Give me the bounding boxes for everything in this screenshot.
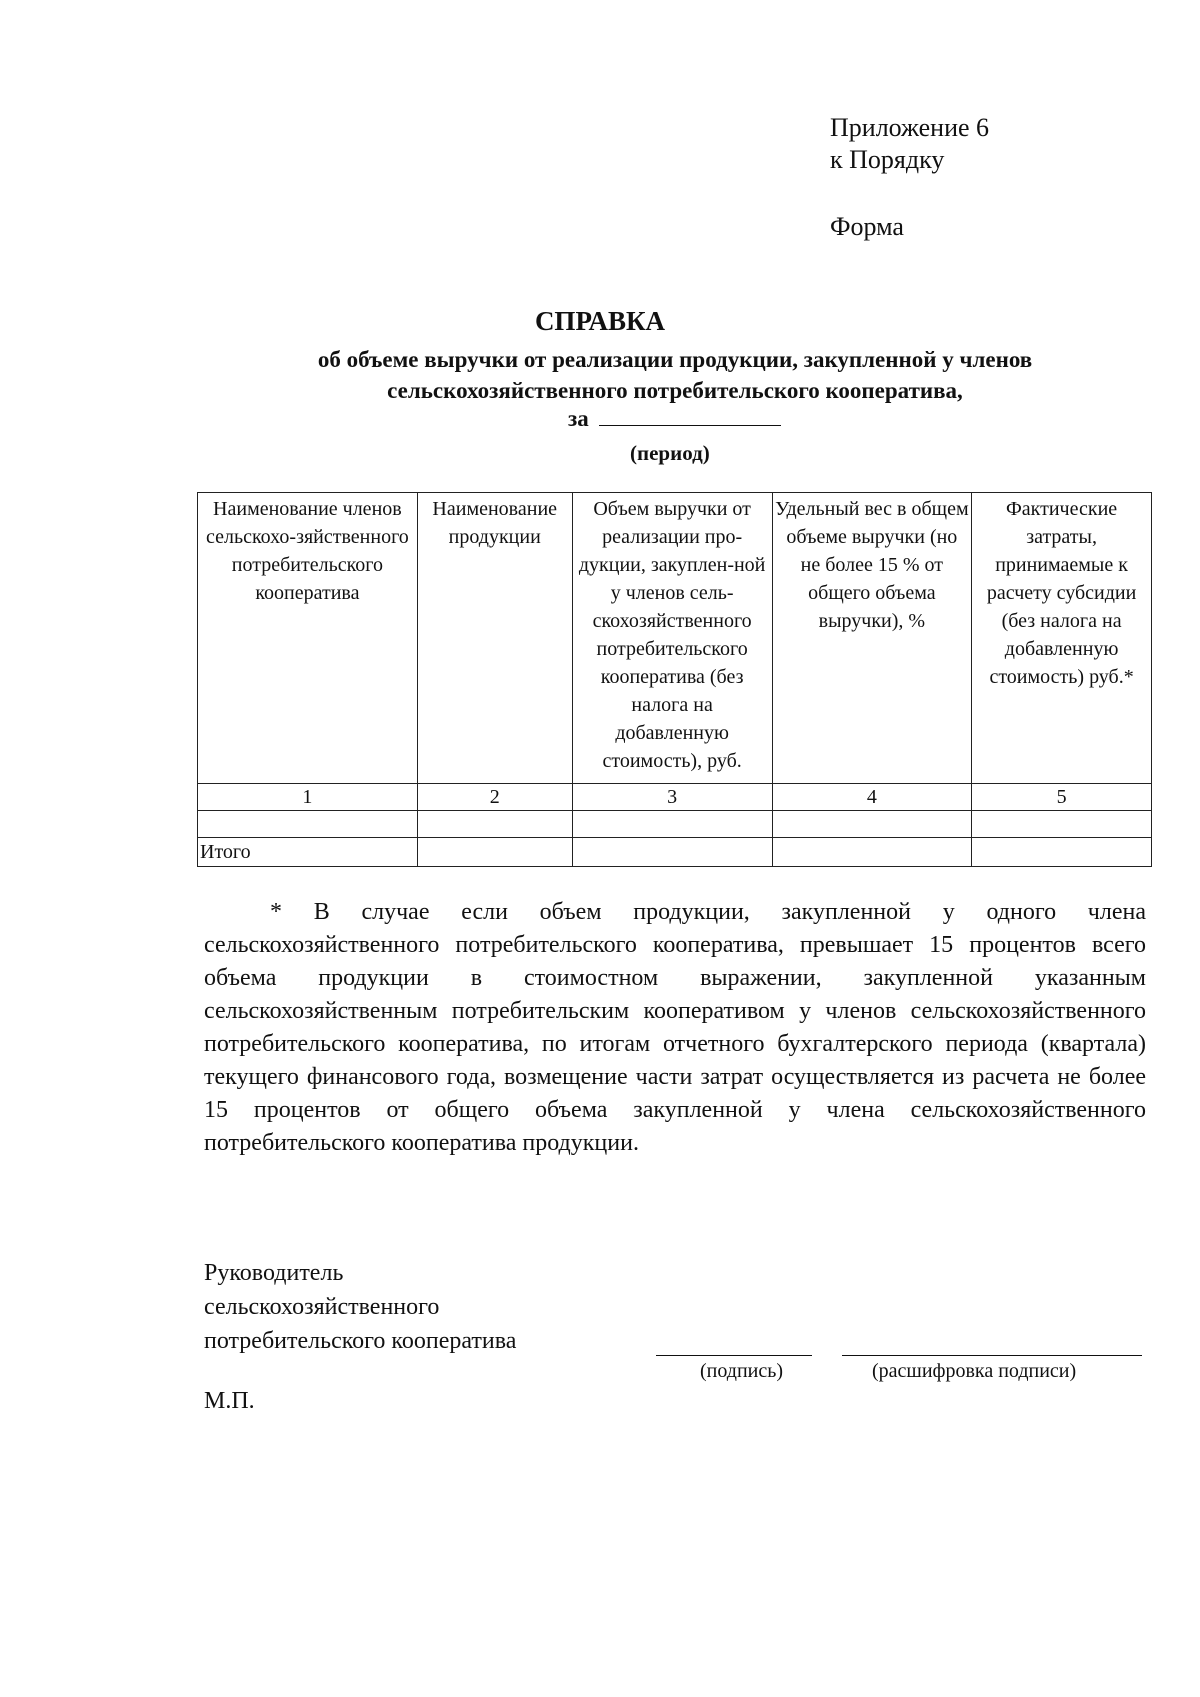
table-cell bbox=[417, 838, 572, 867]
total-label: Итого bbox=[198, 838, 418, 867]
appendix-reference bbox=[830, 112, 989, 176]
period-blank bbox=[599, 405, 781, 426]
column-number: 1 bbox=[198, 784, 418, 811]
signature-line bbox=[656, 1355, 812, 1356]
signer-role-line-2: сельскохозяйственного bbox=[204, 1294, 440, 1320]
signature-hint: (подпись) bbox=[700, 1360, 784, 1382]
period-field bbox=[568, 405, 781, 432]
signer-role-line-3: потребительского кооператива bbox=[204, 1328, 517, 1354]
footnote bbox=[204, 896, 1146, 1160]
header-member-name: Наименование членов сельскохо-зяйственного потребительского кооператива bbox=[198, 493, 418, 784]
appendix-number: Приложение 6 bbox=[830, 113, 990, 142]
table-cell bbox=[972, 811, 1152, 838]
document-subtitle bbox=[150, 344, 1200, 406]
header-revenue-volume: Объем выручки от реализации про-дукции, закуплен-ной у членов сель-скохозяйственного потребительского кооператива (без налога на добавленную стоимость), руб. bbox=[572, 493, 772, 784]
subtitle-line-2: сельскохозяйственного потребительского кооператива, bbox=[387, 378, 963, 403]
footnote-text: * В случае если объем продукции, закупленной у одного члена сельскохозяйственного потребительского кооператива, превышает 15 процентов всего объема продукции в стоимостном выражении, закупленной указанным сельскохозяйственным потребительским кооперативом у членов сельскохозяйственного потребительского кооператива, по итогам отчетного бухгалтерского периода (квартала) текущего финансового года, возмещение части затрат осуществляется из расчета не более 15 процентов от общего объема закупленной у члена сельскохозяйственного потребительского кооператива продукции. bbox=[204, 899, 1146, 1156]
table-cell bbox=[198, 811, 418, 838]
document-title: СПРАВКА bbox=[534, 306, 666, 336]
table-cell bbox=[772, 811, 972, 838]
column-number: 4 bbox=[772, 784, 972, 811]
header-product-name: Наименование продукции bbox=[417, 493, 572, 784]
column-number: 5 bbox=[972, 784, 1152, 811]
subtitle-line-1: об объеме выручки от реализации продукции, закупленной у членов bbox=[317, 347, 1033, 372]
header-share-percent: Удельный вес в общем объеме выручки (но не более 15 % от общего объема выручки), % bbox=[772, 493, 972, 784]
report-table bbox=[197, 492, 1152, 867]
signer-block bbox=[204, 1256, 516, 1358]
column-number-row bbox=[198, 784, 1152, 811]
header-actual-costs: Фактические затраты, принимаемые к расчету субсидии (без налога на добавленную стоимость) руб.* bbox=[972, 493, 1152, 784]
total-row bbox=[198, 838, 1152, 867]
period-hint: (период) bbox=[630, 441, 710, 465]
table-cell bbox=[772, 838, 972, 867]
table-row bbox=[198, 811, 1152, 838]
signer-role-line-1: Руководитель bbox=[204, 1260, 344, 1286]
period-prefix: за bbox=[568, 406, 589, 431]
appendix-order: к Порядку bbox=[830, 145, 945, 174]
table-cell bbox=[572, 811, 772, 838]
table-cell bbox=[572, 838, 772, 867]
table-cell bbox=[972, 838, 1152, 867]
table-header-row bbox=[198, 493, 1152, 784]
column-number: 2 bbox=[417, 784, 572, 811]
signature-decryption-line bbox=[842, 1355, 1142, 1356]
signature-decryption-hint: (расшифровка подписи) bbox=[872, 1360, 1077, 1382]
form-label: Форма bbox=[830, 212, 904, 241]
column-number: 3 bbox=[572, 784, 772, 811]
stamp-place: М.П. bbox=[204, 1388, 255, 1414]
table-cell bbox=[417, 811, 572, 838]
